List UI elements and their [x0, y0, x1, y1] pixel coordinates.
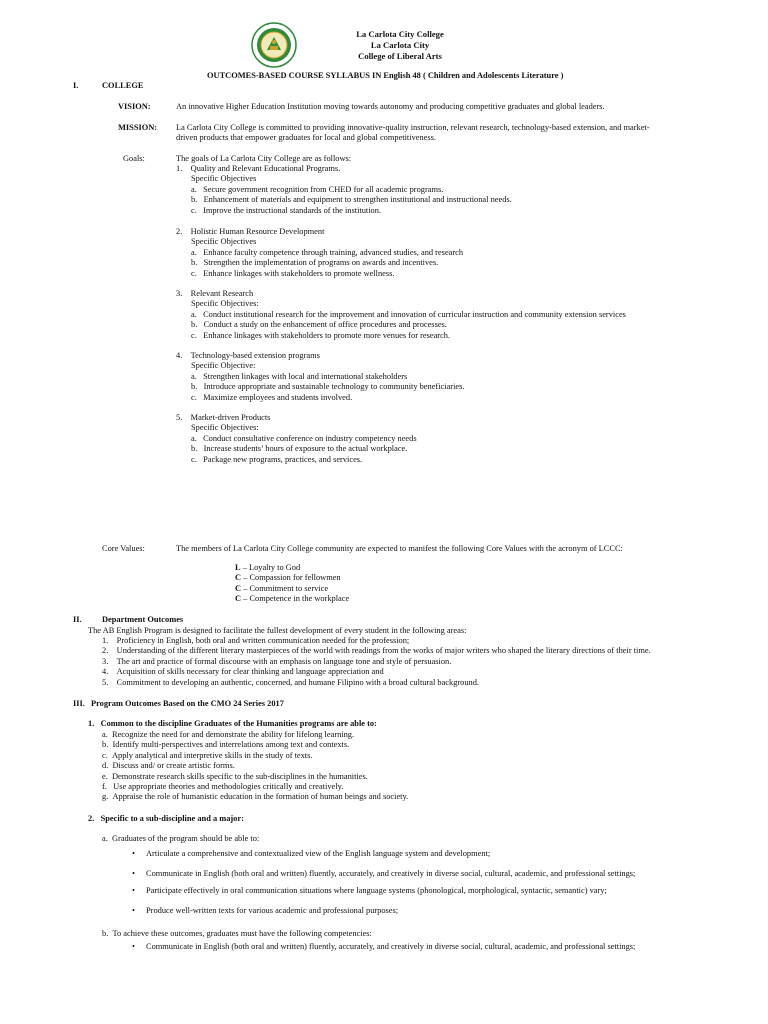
- goal-number: 2.: [176, 227, 183, 236]
- goal-sub: Specific Objectives:: [191, 299, 259, 309]
- section-2-intro: The AB English Program is designed to facilitate the fullest development of every student in the following areas:: [88, 626, 467, 635]
- college-name: La Carlota City College: [356, 29, 444, 39]
- goal-2: [176, 227, 463, 279]
- mission-label: MISSION:: [118, 123, 158, 132]
- goal-item: a. Conduct consultative conference on industry competency needs: [191, 433, 417, 443]
- bullet-icon: •: [132, 886, 135, 895]
- sub-discipline-heading: 2. Specific to a sub-discipline and a major:: [88, 814, 244, 823]
- department-name: College of Liberal Arts: [358, 51, 442, 61]
- section-3-heading: Program Outcomes Based on the CMO 24 Series 2017: [91, 699, 284, 708]
- goal-item: c. Package new programs, practices, and services.: [191, 454, 363, 464]
- goal-item: c. Improve the instructional standards of the institution.: [191, 205, 382, 215]
- list-item: g. Appraise the role of humanistic education in the formation of human beings and society.: [102, 792, 409, 802]
- section-3-number: III.: [73, 699, 85, 708]
- core-value-item: C – Compassion for fellowmen: [235, 573, 341, 583]
- goal-title: Relevant Research: [190, 289, 254, 298]
- department-outcomes-list: [102, 636, 651, 688]
- core-values-label: Core Values:: [102, 544, 145, 553]
- goal-item: b. Conduct a study on the enhancement of office procedures and processes.: [191, 320, 447, 330]
- goal-sub: Specific Objectives: [191, 174, 257, 184]
- list-item: 2. Understanding of the different literary masterpieces of the world with readings from the works of major writers who shaped the literary directions of their time.: [102, 646, 651, 656]
- list-item: e. Demonstrate research skills specific to the sub-disciplines in the humanities.: [102, 771, 368, 781]
- syllabus-title: OUTCOMES-BASED COURSE SYLLABUS IN English 48 ( Children and Adolescents Literature ): [207, 71, 564, 80]
- core-values-intro: The members of La Carlota City College community are expected to manifest the following Core Values with the acronym of LCCC:: [176, 544, 623, 553]
- goal-number: 1.: [176, 164, 183, 173]
- goal-title: Quality and Relevant Educational Programs.: [190, 164, 341, 173]
- vision-label: VISION:: [118, 102, 151, 111]
- goal-sub: Specific Objectives:: [191, 423, 259, 433]
- goal-sub: Specific Objectives: [191, 237, 257, 247]
- section-1-heading: COLLEGE: [102, 81, 144, 90]
- goal-item: a. Enhance faculty competence through training, advanced studies, and research: [191, 247, 464, 257]
- goal-item: a. Strengthen linkages with local and international stakeholders: [191, 371, 408, 381]
- goal-item: c. Enhance linkages with stakeholders to promote more venues for research.: [191, 330, 451, 340]
- list-item: 4. Acquisition of skills necessary for clear thinking and language appreciation and: [102, 667, 384, 677]
- list-item: d. Discuss and/ or create artistic forms.: [102, 761, 235, 771]
- goal-3: [176, 289, 626, 341]
- bullet-icon: •: [132, 869, 135, 878]
- section-1-number: I.: [73, 81, 79, 90]
- goal-number: 4.: [176, 351, 183, 360]
- sub-discipline-b: b. To achieve these outcomes, graduates must have the following competencies:: [102, 929, 372, 938]
- vision-text: An innovative Higher Education Institution moving towards autonomy and producing competitive graduates and global leaders.: [176, 102, 605, 111]
- list-item: Participate effectively in oral communication situations where language systems (phonological, morphological, syntactic, semantic) vary;: [146, 886, 607, 895]
- section-2-number: II.: [73, 615, 82, 624]
- college-seal-logo: [251, 22, 297, 68]
- list-item: c. Apply analytical and interpretive skills in the study of texts.: [102, 750, 313, 760]
- common-discipline-list: [102, 730, 408, 803]
- core-values-list: [235, 563, 349, 605]
- common-discipline-heading: 1. Common to the discipline Graduates of the Humanities programs are able to:: [88, 719, 377, 728]
- goal-title: Technology-based extension programs: [190, 351, 320, 360]
- mission-text-line2: driven products that empower graduates for local and global competitiveness.: [176, 133, 437, 142]
- list-item: Communicate in English (both oral and written) fluently, accurately, and creatively in diverse social, cultural, academic, and professional settings;: [146, 942, 636, 951]
- core-value-item: C – Commitment to service: [235, 583, 329, 593]
- list-item: Produce well-written texts for various academic and professional purposes;: [146, 906, 399, 915]
- core-value-item: L – Loyalty to God: [235, 563, 301, 572]
- list-item: b. Identify multi-perspectives and interrelations among text and contexts.: [102, 740, 350, 750]
- goal-4: [176, 351, 465, 403]
- goal-item: b. Increase students’ hours of exposure to the actual workplace.: [191, 444, 408, 454]
- list-item: Articulate a comprehensive and contextualized view of the English language system and development;: [146, 849, 491, 858]
- list-item: 1. Proficiency in English, both oral and written communication needed for the profession;: [102, 636, 410, 645]
- goal-title: Market-driven Products: [190, 413, 271, 422]
- goal-item: b. Strengthen the implementation of programs on awards and incentives.: [191, 258, 439, 268]
- goal-number: 5.: [176, 413, 183, 422]
- goal-title: Holistic Human Resource Development: [190, 227, 325, 236]
- mission-text-line1: La Carlota City College is committed to providing innovative-quality instruction, relevant research, technology-based extension, and market-: [176, 123, 650, 132]
- goal-item: a. Secure government recognition from CHED for all academic programs.: [191, 184, 444, 194]
- bullet-icon: •: [132, 849, 135, 858]
- goal-sub: Specific Objective:: [191, 361, 256, 371]
- list-item: 5. Commitment to developing an authentic, concerned, and humane Filipino with a broad cultural background.: [102, 677, 480, 687]
- bullet-icon: •: [132, 906, 135, 915]
- sub-discipline-a: a. Graduates of the program should be able to:: [102, 834, 260, 843]
- goal-1: [176, 164, 512, 216]
- goals-label: Goals:: [123, 154, 145, 163]
- goal-5: [176, 413, 417, 465]
- section-2-heading: Department Outcomes: [102, 615, 184, 624]
- goal-item: c. Maximize employees and students involved.: [191, 392, 353, 402]
- list-item: f. Use appropriate theories and methodologies critically and creatively.: [102, 782, 344, 792]
- bullet-icon: •: [132, 942, 135, 951]
- goal-item: b. Introduce appropriate and sustainable technology to community beneficiaries.: [191, 382, 465, 392]
- goals-intro: The goals of La Carlota City College are as follows:: [176, 154, 352, 163]
- goal-item: c. Enhance linkages with stakeholders to promote wellness.: [191, 268, 395, 278]
- goal-item: b. Enhancement of materials and equipment to strengthen institutional and instructional needs.: [191, 195, 512, 205]
- list-item: a. Recognize the need for and demonstrate the ability for lifelong learning.: [102, 730, 355, 739]
- list-item: 3. The art and practice of formal discourse with an emphasis on language tone and style of persuasion.: [102, 656, 452, 666]
- core-value-item: C – Competence in the workplace: [235, 594, 350, 604]
- goal-number: 3.: [176, 289, 183, 298]
- goal-item: a. Conduct institutional research for the improvement and innovation of curricular instruction and community extension services: [191, 309, 626, 319]
- city-name: La Carlota City: [370, 40, 430, 50]
- list-item: Communicate in English (both oral and written) fluently, accurately, and creatively in diverse social, cultural, academic, and professional settings;: [146, 869, 636, 878]
